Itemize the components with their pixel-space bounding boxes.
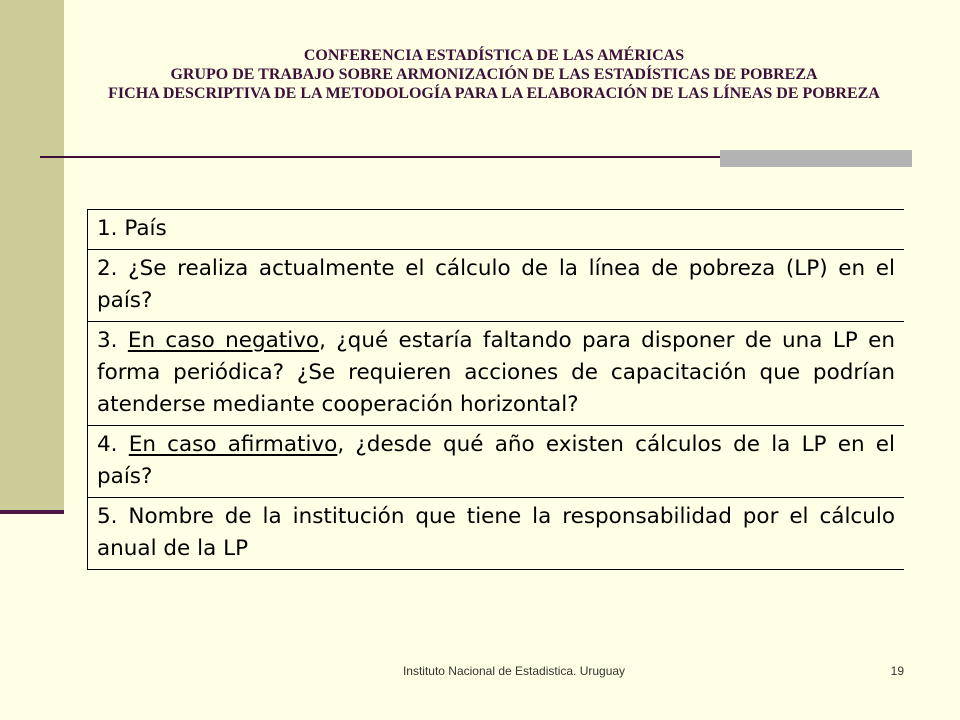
title-line-descriptive-sheet: FICHA DESCRIPTIVA DE LA METODOLOGÍA PARA LA ELABORACIÓN DE LAS LÍNEAS DE POBREZA: [108, 85, 880, 102]
title-line-working-group: GRUPO DE TRABAJO SOBRE ARMONIZACIÓN DE LAS ESTADÍSTICAS DE POBREZA: [170, 66, 818, 83]
questions-table: [87, 209, 904, 570]
sidebar-decoration: [0, 0, 64, 512]
title-divider-accent: [720, 150, 912, 167]
title-line-conference: CONFERENCIA ESTADÍSTICA DE LAS AMÉRICAS: [303, 47, 685, 64]
question-3-text: , ¿qué estaría faltando para disponer de una LP en forma periódica? ¿Se requieren acciones de capacitación que podrían atenderse mediante cooperación horizontal?: [97, 328, 895, 417]
question-1: 1. País: [88, 210, 905, 250]
table-row: [88, 498, 905, 570]
question-3: [88, 322, 905, 426]
question-3-condition: En caso negativo: [127, 328, 320, 353]
question-3-number: 3.: [97, 328, 128, 353]
question-4-text: , ¿desde qué año existen cálculos de la LP en el país?: [97, 432, 896, 489]
table-row: [88, 250, 905, 322]
question-5: 5. Nombre de la institución que tiene la responsabilidad por el cálculo anual de la LP: [88, 498, 905, 570]
question-4-number: 4.: [97, 432, 129, 457]
table-row: [88, 322, 905, 426]
footer-institution: Instituto Nacional de Estadistica. Uruguay: [402, 664, 626, 678]
sidebar-accent-bar: [0, 510, 64, 514]
question-2: 2. ¿Se realiza actualmente el cálculo de la línea de pobreza (LP) en el país?: [88, 250, 905, 322]
table-row: [88, 426, 905, 498]
page-number: 19: [890, 664, 904, 678]
question-4: [88, 426, 905, 498]
question-4-condition: En caso afirmativo: [128, 432, 338, 457]
table-row: [88, 210, 905, 250]
slide-title: [80, 46, 908, 103]
